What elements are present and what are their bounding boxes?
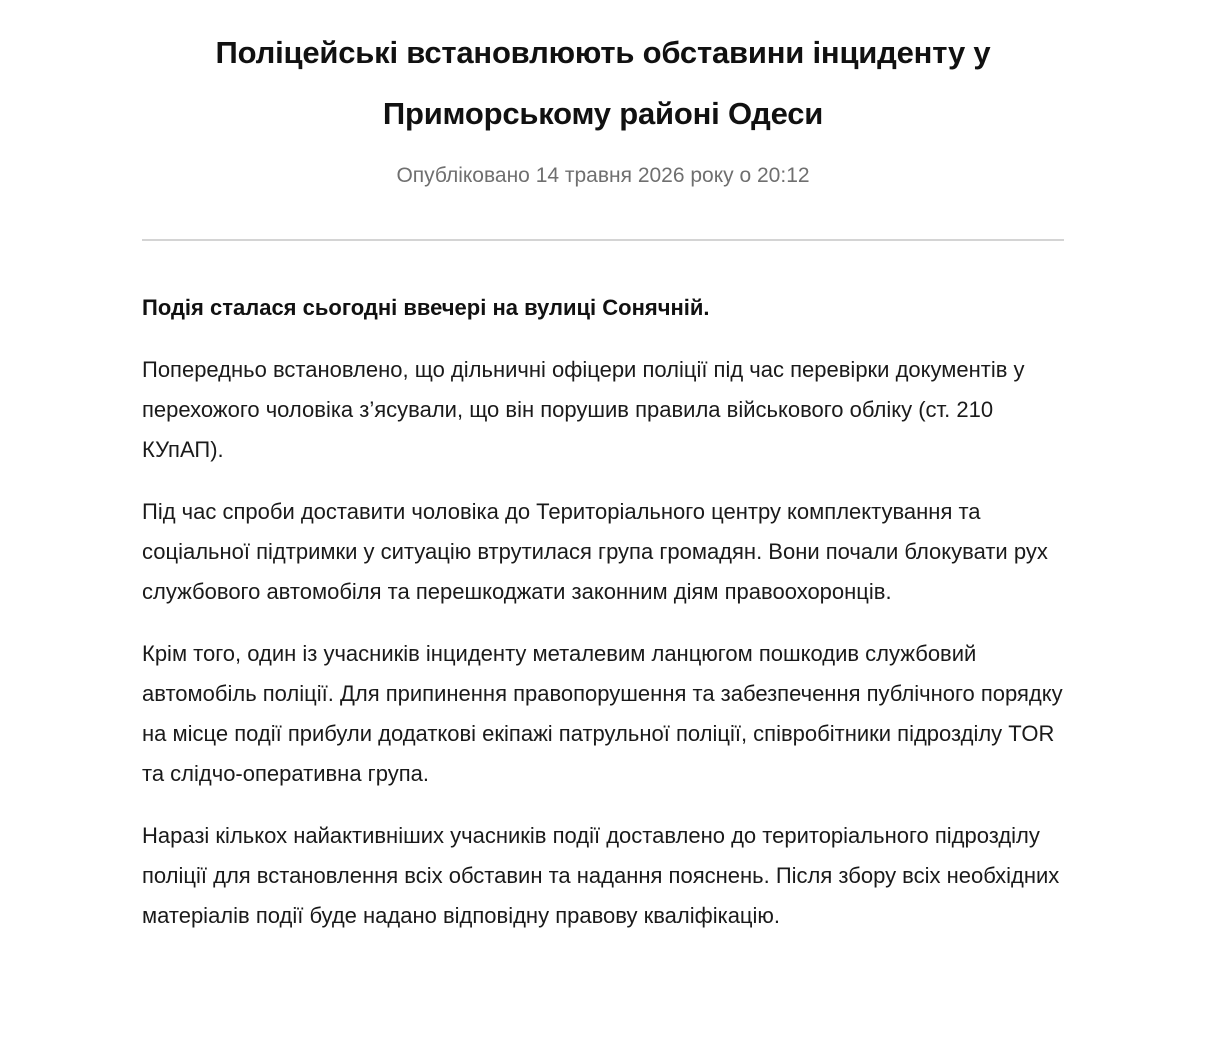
published-date: Опубліковано 14 травня 2026 року о 20:12 bbox=[396, 164, 810, 187]
article-body bbox=[142, 288, 1064, 936]
divider bbox=[142, 239, 1064, 241]
paragraph: Під час спроби доставити чоловіка до Територіального центру комплектування та соціальної підтримки у ситуацію втрутилася група громадян. Вони почали блокувати рух службового автомобіля та перешкоджати законним діям правоохоронців. bbox=[142, 499, 1048, 604]
paragraph: Попередньо встановлено, що дільничні офіцери поліції під час перевірки документів у перехожого чоловіка з’ясували, що він порушив правила військового обліку (ст. 210 КУпАП). bbox=[142, 357, 1025, 462]
article-title: Поліцейські встановлюють обставини інциденту у Приморському районі Одеси bbox=[215, 35, 991, 131]
article bbox=[142, 0, 1064, 936]
lead-paragraph: Подія сталася сьогодні ввечері на вулиці Сонячній. bbox=[142, 295, 710, 320]
paragraph: Наразі кількох найактивніших учасників події доставлено до територіального підрозділу поліції для встановлення всіх обставин та надання пояснень. Після збору всіх необхідних матеріалів події буде надано відповідну правову кваліфікацію. bbox=[142, 823, 1060, 928]
paragraph: Крім того, один із учасників інциденту металевим ланцюгом пошкодив службовий автомобіль поліції. Для припинення правопорушення та забезпечення публічного порядку на місце події прибули додаткові екіпажі патрульної поліції, співробітники підрозділу TOR та слідчо-оперативна група. bbox=[142, 641, 1063, 786]
